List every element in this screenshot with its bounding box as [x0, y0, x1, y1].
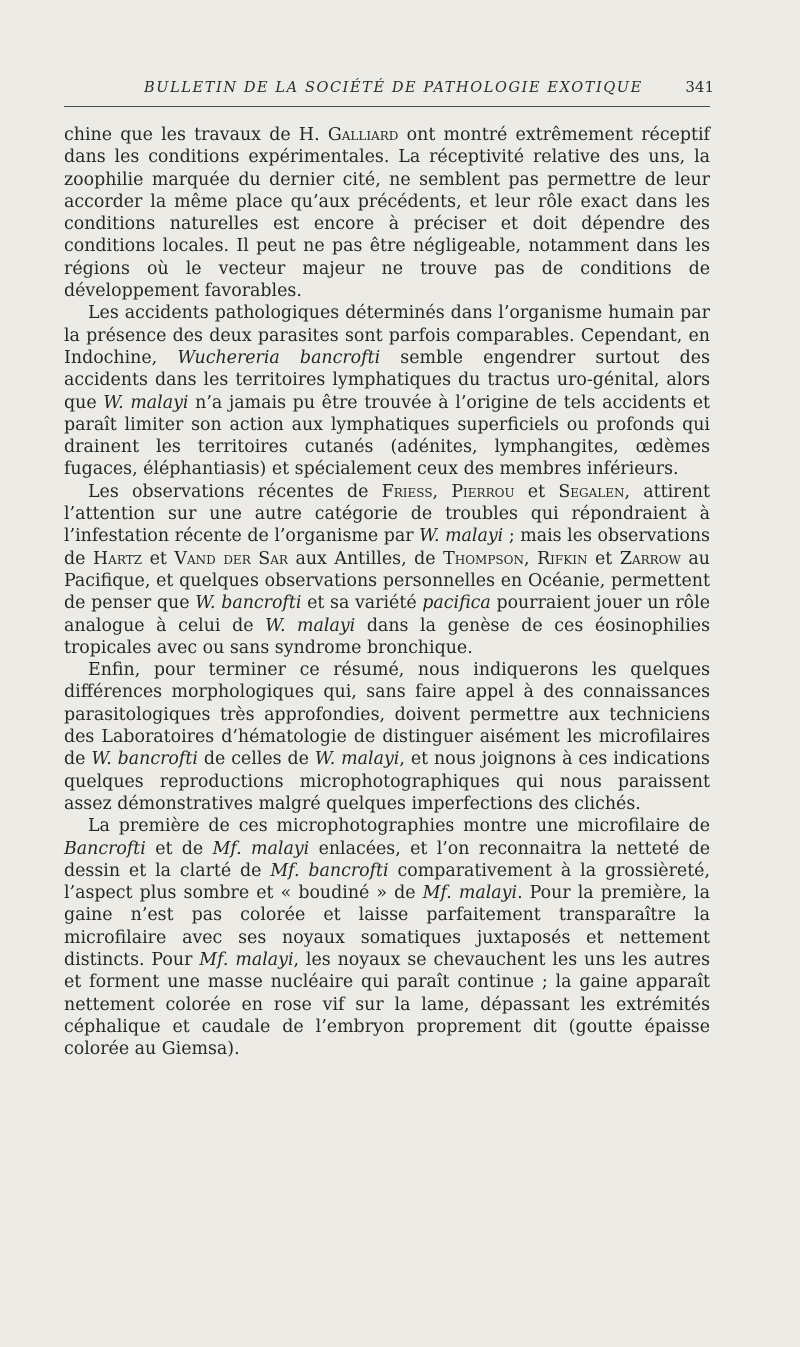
species-name: Mf. malayi — [199, 949, 294, 970]
author-name: Thompson — [443, 548, 524, 569]
species-name: Wuchereria bancrofti — [177, 347, 381, 368]
author-name: Pierrou — [451, 481, 515, 502]
author-name: Rifkin — [537, 548, 588, 569]
text: et — [514, 481, 559, 502]
text: , attirent l’attention sur une autre catégorie de troubles qui répondraient à l’infestation récente de l’organisme par — [64, 481, 710, 547]
text: Les accidents pathologiques déterminés dans l’organisme humain par la présence des deux parasites sont parfois comparables. Cependant, en Indochine, — [64, 303, 710, 368]
text: et — [587, 548, 620, 569]
text: et sa variété — [301, 593, 423, 614]
text: Enfin, pour terminer ce résumé, nous indiquerons les quelques différences morphologiques qui, sans faire appel à des connaissances parasitologiques très approfondies, doivent permettre aux techniciens des Laboratoires d’hématologie de distinguer aisément les microfilaires de — [64, 660, 710, 770]
text: au Pacifique, et quelques observations personnelles en Océanie, permettent de penser que — [64, 548, 710, 614]
text: ont montré extrêmement réceptif dans les conditions expérimentales. La réceptivité relative des uns, la zoophilie marquée du dernier cité, ne semblent pas permettre de leur accorder la même place qu’aux précédents, et leur rôle exact dans les conditions naturelles est encore à préciser et doit dépendre des conditions locales. Il peut ne pas être négligeable, notamment dans les régions où le vecteur majeur ne trouve pas de conditions de développement favorables. — [64, 125, 710, 302]
species-name: W. malayi — [265, 615, 356, 636]
text: La première de ces microphotographies montre une microfilaire de — [88, 816, 710, 837]
article-body — [64, 124, 710, 1060]
text: , — [432, 481, 452, 502]
page-number: 341 — [685, 78, 714, 96]
header-rule — [64, 106, 710, 107]
author-name: Friess — [381, 481, 433, 502]
text: et de — [145, 838, 213, 859]
paragraph-1 — [64, 124, 710, 302]
species-name: pacifica — [422, 593, 491, 614]
paragraph-5 — [64, 815, 710, 1060]
text: n’a jamais pu être trouvée à l’origine de tels accidents et paraît limiter son action aux lymphatiques superficiels ou profonds qui drainent les territoires cutanés (adénites, lymphangites, œdèmes fugaces, éléphantiasis) et spécialement ceux des membres inférieurs. — [64, 392, 710, 480]
species-name: W. bancrofti — [91, 749, 198, 770]
paragraph-4 — [64, 659, 710, 815]
text: et — [142, 548, 175, 569]
journal-title: BULLETIN DE LA SOCIÉTÉ DE PATHOLOGIE EXOTIQUE — [144, 80, 643, 96]
text: chine que les travaux de H. — [64, 125, 328, 145]
text: aux Antilles, de — [287, 548, 444, 569]
species-name: W. malayi — [103, 392, 189, 413]
text: , les noyaux se chevauchent les uns les autres et forment une masse nucléaire qui paraît continue ; la gaine apparaît nettement colorée en rose vif sur la lame, dépassant les extrémités céphalique et caudale de l’embryon proprement dit (goutte épaisse colorée au Giemsa). — [64, 949, 710, 1060]
author-name: Zarrow — [619, 548, 681, 569]
text: Les observations récentes de — [88, 481, 382, 502]
species-name: W. bancrofti — [195, 593, 302, 614]
text: , et nous joignons à ces indications quelques reproductions microphotographiques qui nous paraissent assez démonstratives malgré quelques imperfections des clichés. — [64, 749, 710, 814]
text: semble engendrer surtout des accidents dans les territoires lymphatiques du tractus uro-génital, alors que — [64, 347, 710, 413]
species-name: W. malayi — [419, 526, 504, 547]
text: . Pour la première, la gaine n’est pas colorée et laisse parfaitement transparaître la microfilaire avec ses noyaux somatiques juxtaposés et nettement distincts. Pour — [64, 883, 710, 970]
species-name: W. malayi — [314, 749, 400, 770]
paragraph-2 — [64, 302, 710, 480]
species-name: Mf. malayi — [422, 883, 518, 904]
species-name: Bancrofti — [64, 838, 146, 859]
species-name: Mf. bancrofti — [270, 860, 389, 881]
author-name: Vand der Sar — [174, 548, 288, 569]
text: comparativement à la grossièreté, l’aspect plus sombre et « boudiné » de — [64, 860, 710, 904]
author-name: Segalen — [558, 481, 625, 502]
running-header — [64, 78, 714, 96]
text: de celles de — [197, 749, 315, 770]
text: pourraient jouer un rôle analogue à celui de — [64, 593, 710, 636]
text: dans la genèse de ces éosinophilies tropicales avec ou sans syndrome bronchique. — [64, 615, 711, 658]
species-name: Mf. malayi — [212, 838, 310, 859]
text: ; mais les observations de — [64, 526, 710, 569]
text: enlacées, et l’on reconnaitra la netteté de dessin et la clarté de — [64, 838, 710, 881]
author-name: Galliard — [327, 125, 399, 145]
text: , — [523, 548, 538, 569]
author-name: Hartz — [93, 548, 142, 569]
paragraph-3 — [64, 481, 710, 659]
